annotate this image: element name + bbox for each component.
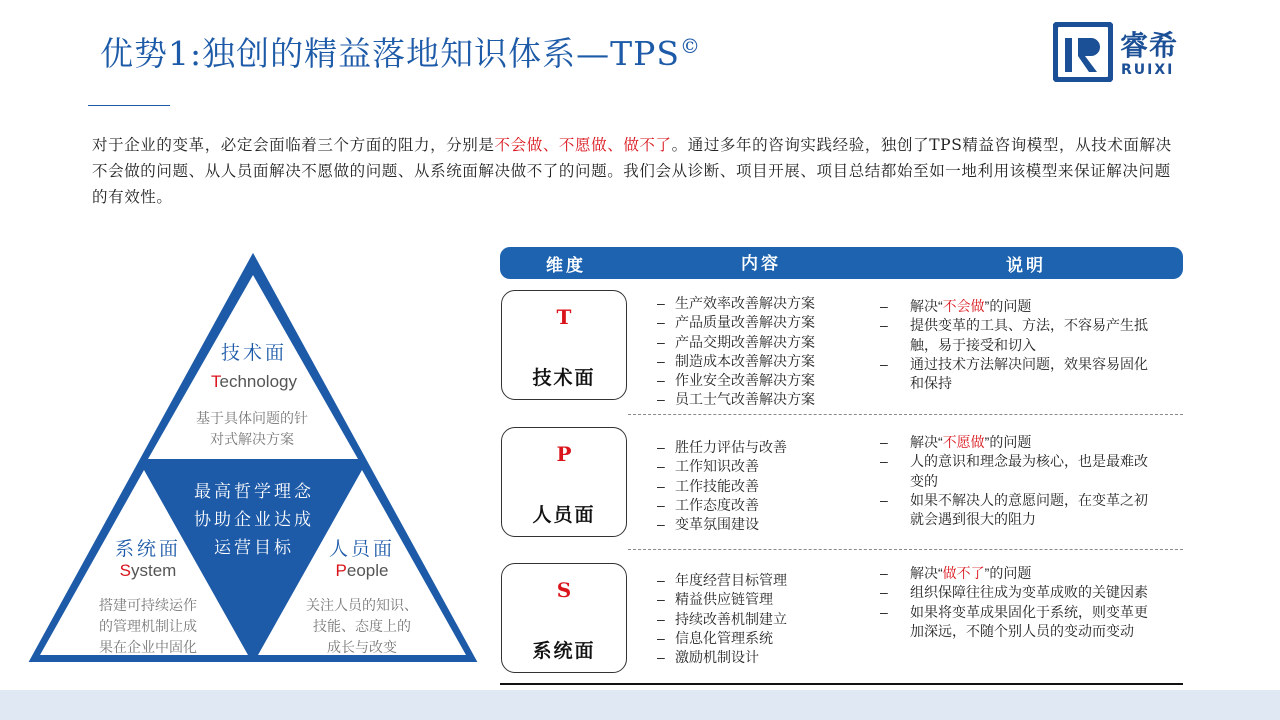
system-description	[78, 595, 218, 658]
page-title	[100, 28, 701, 75]
list-item	[880, 297, 1155, 316]
technology-english	[174, 372, 334, 392]
header-dimension: 维度	[546, 256, 586, 276]
list-item: – 激励机制设计	[657, 648, 787, 667]
intro-highlight: 不会做、不愿做、做不了	[494, 136, 672, 154]
table-bottom-rule	[500, 683, 1183, 685]
list-item: – 人的意识和理念最为核心，也是最难改变的	[880, 452, 1155, 491]
explain-prefix: 解决“	[910, 298, 943, 314]
people-desc-line: 成长与改变	[327, 639, 397, 655]
people-initial: P	[335, 561, 347, 580]
ruixi-logo	[1053, 22, 1193, 84]
technology-desc-line: 对式解决方案	[210, 431, 294, 447]
table-row-people-label	[501, 427, 627, 537]
technology-rest: echnology	[219, 372, 297, 391]
ruixi-logo-mark-icon	[1053, 22, 1113, 82]
explain-suffix: ”的问题	[984, 565, 1032, 581]
system-heading: 系统面	[114, 538, 181, 560]
technology-description	[162, 408, 342, 450]
people-english	[302, 561, 422, 581]
system-content-list	[657, 571, 787, 667]
list-item: – 信息化管理系统	[657, 629, 787, 648]
list-item: – 提供变革的工具、方法，不容易产生抵触，易于接受和切入	[880, 316, 1155, 355]
people-rest: eople	[346, 561, 389, 580]
system-rest: ystem	[131, 561, 177, 580]
table-row-system-label	[501, 563, 627, 673]
logo-chinese-text: 睿希	[1120, 29, 1179, 62]
people-content-list	[657, 438, 787, 534]
system-english	[88, 561, 208, 581]
technology-explanation-list	[880, 297, 1155, 393]
system-desc-line: 的管理机制让成	[99, 618, 197, 634]
system-desc-line: 果在企业中固化	[99, 639, 197, 655]
row-letter: S	[556, 578, 572, 602]
explain-prefix: 解决“	[910, 565, 943, 581]
explain-key: 不愿做	[942, 434, 985, 450]
row-name: 技术面	[532, 367, 596, 389]
explain-key: 做不了	[942, 565, 985, 581]
people-desc-line: 关注人员的知识、	[306, 597, 418, 613]
list-item: – 胜任力评估与改善	[657, 438, 787, 457]
row-name: 人员面	[532, 504, 596, 526]
row-name: 系统面	[532, 640, 596, 662]
list-item: – 作业安全改善解决方案	[657, 371, 815, 390]
explain-prefix: 解决“	[910, 434, 943, 450]
list-item: – 产品交期改善解决方案	[657, 333, 815, 352]
list-item: – 通过技术方法解决问题，效果容易固化和保持	[880, 355, 1155, 394]
people-desc-line: 技能、态度上的	[313, 618, 411, 634]
list-item: – 制造成本改善解决方案	[657, 352, 815, 371]
list-item: – 组织保障往往成为变革成败的关键因素	[880, 583, 1155, 602]
list-item: – 工作知识改善	[657, 457, 787, 476]
list-item: – 生产效率改善解决方案	[657, 294, 815, 313]
header-content: 内容	[741, 254, 781, 274]
list-item: – 变革氛围建设	[657, 515, 787, 534]
list-item	[880, 433, 1155, 452]
technology-content-list	[657, 294, 815, 410]
row-letter: T	[556, 305, 572, 329]
list-item: – 如果不解决人的意愿问题，在变革之初就会遇到很大的阻力	[880, 491, 1155, 530]
intro-text-2: 。通过多年的咨询实践经验，独创了TPS精益咨询模型，从技术面解决不会做的问题、从人员面解决不愿做的问题、从系统面解决做不了的问题。我们会从诊断、项目开展、项目总结都始至如一地利用该模型来保证解决问题的有效性。	[92, 136, 1172, 206]
list-item: – 员工士气改善解决方案	[657, 390, 815, 409]
core-philosophy-line: 运营目标	[214, 538, 294, 558]
list-item: – 产品质量改善解决方案	[657, 313, 815, 332]
system-initial: S	[119, 561, 131, 580]
people-description	[292, 595, 432, 658]
header-explanation: 说明	[1006, 256, 1046, 276]
explain-suffix: ”的问题	[984, 298, 1032, 314]
footer-band	[0, 690, 1280, 720]
people-explanation-list	[880, 433, 1155, 529]
list-item: – 如果将变革成果固化于系统，则变革更加深远，不随个别人员的变动而变动	[880, 603, 1155, 642]
intro-text-1: 对于企业的变革，必定会面临着三个方面的阻力，分别是	[92, 136, 495, 154]
explain-suffix: ”的问题	[984, 434, 1032, 450]
list-item: – 工作技能改善	[657, 477, 787, 496]
row-letter: P	[556, 442, 572, 466]
list-item: – 工作态度改善	[657, 496, 787, 515]
table-row-technology-label	[501, 290, 627, 400]
logo-english-text: RUIXI	[1121, 62, 1175, 78]
technology-heading: 技术面	[220, 342, 287, 364]
tps-triangle-diagram	[22, 250, 482, 670]
row-divider	[628, 414, 1183, 415]
explain-key: 不会做	[942, 298, 985, 314]
people-heading: 人员面	[328, 538, 395, 560]
list-item: – 年度经营目标管理	[657, 571, 787, 590]
technology-desc-line: 基于具体问题的针	[196, 410, 308, 426]
intro-paragraph	[92, 132, 1182, 210]
title-underline	[88, 105, 170, 106]
core-philosophy-line: 最高哲学理念	[194, 482, 314, 502]
row-divider	[628, 549, 1183, 550]
list-item: – 精益供应链管理	[657, 590, 787, 609]
list-item: – 持续改善机制建立	[657, 610, 787, 629]
table-header	[500, 247, 1183, 279]
page-title-text: 优势1:独创的精益落地知识体系—TPS	[100, 34, 680, 73]
copyright-mark: ©	[679, 34, 701, 58]
system-explanation-list	[880, 564, 1155, 641]
technology-initial: T	[210, 372, 220, 391]
core-philosophy-line: 协助企业达成	[194, 510, 314, 530]
list-item	[880, 564, 1155, 583]
system-desc-line: 搭建可持续运作	[99, 597, 197, 613]
